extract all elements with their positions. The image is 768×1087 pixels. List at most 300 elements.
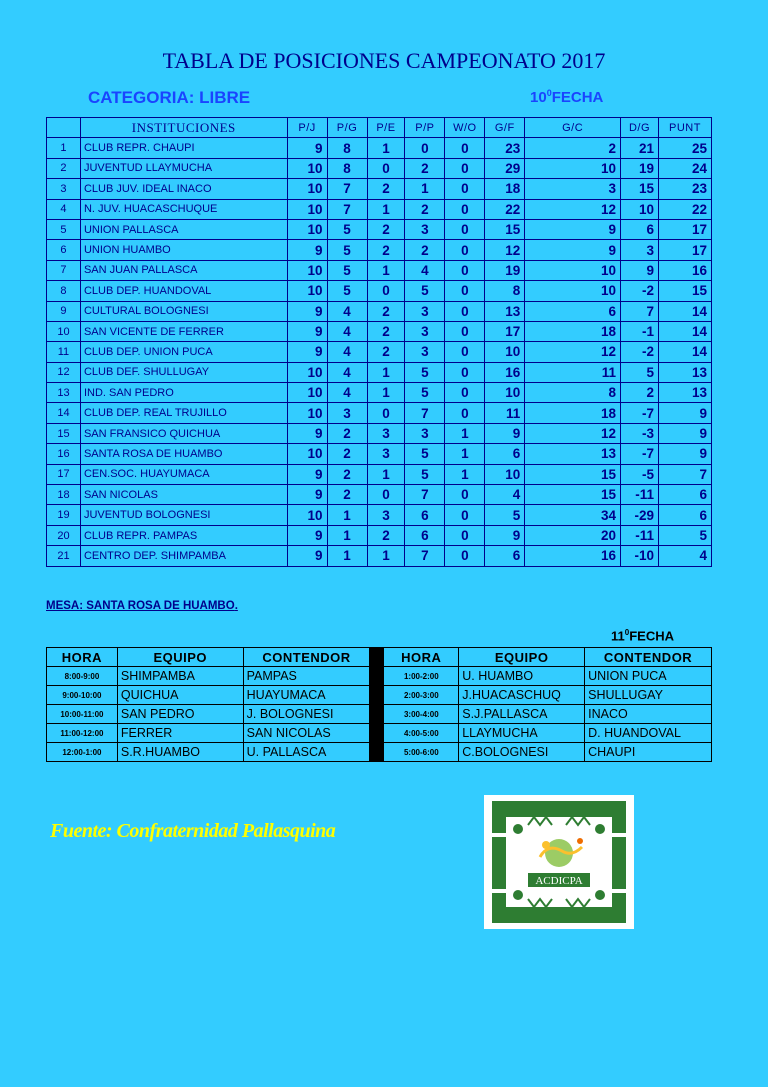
stat-cell: 10 — [287, 199, 327, 219]
stat-cell: 0 — [445, 546, 485, 566]
stat-cell: 6 — [405, 505, 445, 525]
standings-table — [46, 117, 712, 567]
team-name-cell: JUVENTUD LLAYMUCHA — [80, 158, 287, 178]
stat-cell: 10 — [287, 362, 327, 382]
stat-cell: 5 — [405, 362, 445, 382]
stat-cell: 9 — [525, 240, 621, 260]
stat-cell: 5 — [327, 240, 367, 260]
separator-cell — [370, 705, 384, 724]
position-cell: 18 — [47, 485, 81, 505]
stat-cell: 2 — [327, 464, 367, 484]
stat-cell: 2 — [367, 219, 405, 239]
stat-cell: 10 — [287, 444, 327, 464]
opponent-cell: D. HUANDOVAL — [585, 724, 712, 743]
schedule-row — [47, 743, 712, 762]
standings-header-cell: P/P — [405, 118, 445, 138]
stat-cell: 1 — [327, 546, 367, 566]
schedule-row — [47, 705, 712, 724]
stat-cell: 3 — [405, 423, 445, 443]
stat-cell: 2 — [367, 525, 405, 545]
team-name-cell: JUVENTUD BOLOGNESI — [80, 505, 287, 525]
table-row — [47, 403, 712, 423]
stat-cell: 3 — [621, 240, 659, 260]
position-cell: 7 — [47, 260, 81, 280]
stat-cell: 3 — [367, 444, 405, 464]
opponent-cell: UNION PUCA — [585, 667, 712, 686]
stat-cell: 21 — [621, 138, 659, 158]
separator-cell — [370, 686, 384, 705]
stat-cell: 0 — [445, 281, 485, 301]
stat-cell: 0 — [445, 321, 485, 341]
team-name-cell: CLUB DEF. SHULLUGAY — [80, 362, 287, 382]
stat-cell: 7 — [405, 403, 445, 423]
separator-cell — [370, 648, 384, 667]
position-cell: 5 — [47, 219, 81, 239]
stat-cell: 0 — [445, 362, 485, 382]
stat-cell: 10 — [287, 403, 327, 423]
stat-cell: 1 — [405, 179, 445, 199]
stat-cell: 2 — [525, 138, 621, 158]
stat-cell: 10 — [287, 281, 327, 301]
stat-cell: 13 — [659, 362, 712, 382]
stat-cell: 2 — [405, 199, 445, 219]
standings-header-cell: D/G — [621, 118, 659, 138]
stat-cell: 19 — [621, 158, 659, 178]
stat-cell: 9 — [287, 321, 327, 341]
stat-cell: 4 — [405, 260, 445, 280]
stat-cell: -1 — [621, 321, 659, 341]
stat-cell: 10 — [525, 281, 621, 301]
stat-cell: 0 — [445, 525, 485, 545]
stat-cell: 5 — [621, 362, 659, 382]
stat-cell: 18 — [525, 403, 621, 423]
team-cell: LLAYMUCHA — [459, 724, 585, 743]
position-cell: 17 — [47, 464, 81, 484]
stat-cell: 22 — [659, 199, 712, 219]
standings-header-cell — [47, 118, 81, 138]
table-row — [47, 485, 712, 505]
stat-cell: 2 — [405, 158, 445, 178]
stat-cell: 10 — [287, 260, 327, 280]
stat-cell: 1 — [367, 362, 405, 382]
stat-cell: 4 — [327, 301, 367, 321]
time-cell: 4:00-5:00 — [384, 724, 459, 743]
stat-cell: 1 — [367, 383, 405, 403]
stat-cell: 4 — [659, 546, 712, 566]
opponent-cell: HUAYUMACA — [243, 686, 370, 705]
stat-cell: 24 — [659, 158, 712, 178]
table-row — [47, 525, 712, 545]
stat-cell: 15 — [485, 219, 525, 239]
fecha-label: $10^0FECHA$ — [530, 88, 604, 106]
stat-cell: 12 — [525, 199, 621, 219]
table-row — [47, 260, 712, 280]
stat-cell: 9 — [287, 240, 327, 260]
time-cell: 11:00-12:00 — [47, 724, 118, 743]
stat-cell: 13 — [659, 383, 712, 403]
stat-cell: 6 — [485, 444, 525, 464]
stat-cell: 1 — [327, 505, 367, 525]
schedule-header-cell: CONTENDOR — [585, 648, 712, 667]
stat-cell: 0 — [445, 383, 485, 403]
stat-cell: 15 — [525, 485, 621, 505]
schedule-row — [47, 667, 712, 686]
team-name-cell: CLUB REPR. PAMPAS — [80, 525, 287, 545]
position-cell: 14 — [47, 403, 81, 423]
position-cell: 13 — [47, 383, 81, 403]
position-cell: 12 — [47, 362, 81, 382]
stat-cell: 2 — [405, 240, 445, 260]
stat-cell: 34 — [525, 505, 621, 525]
stat-cell: 18 — [525, 321, 621, 341]
stat-cell: 14 — [659, 301, 712, 321]
stat-cell: 14 — [659, 321, 712, 341]
position-cell: 9 — [47, 301, 81, 321]
stat-cell: 0 — [445, 342, 485, 362]
schedule-header-row — [47, 648, 712, 667]
stat-cell: 3 — [405, 219, 445, 239]
stat-cell: -11 — [621, 525, 659, 545]
stat-cell: 9 — [287, 138, 327, 158]
time-cell: 12:00-1:00 — [47, 743, 118, 762]
team-cell: C.BOLOGNESI — [459, 743, 585, 762]
stat-cell: 0 — [445, 158, 485, 178]
stat-cell: 18 — [485, 179, 525, 199]
team-name-cell: CEN.SOC. HUAYUMACA — [80, 464, 287, 484]
stat-cell: 10 — [525, 158, 621, 178]
standings-header-cell: W/O — [445, 118, 485, 138]
position-cell: 4 — [47, 199, 81, 219]
standings-header-cell: G/F — [485, 118, 525, 138]
table-row — [47, 158, 712, 178]
stat-cell: 3 — [405, 342, 445, 362]
stat-cell: 9 — [287, 525, 327, 545]
table-row — [47, 464, 712, 484]
stat-cell: 5 — [485, 505, 525, 525]
position-cell: 16 — [47, 444, 81, 464]
position-cell: 21 — [47, 546, 81, 566]
stat-cell: -5 — [621, 464, 659, 484]
position-cell: 2 — [47, 158, 81, 178]
stat-cell: 8 — [327, 138, 367, 158]
stat-cell: 10 — [287, 505, 327, 525]
stat-cell: 12 — [525, 423, 621, 443]
stat-cell: 7 — [327, 199, 367, 219]
time-cell: 2:00-3:00 — [384, 686, 459, 705]
position-cell: 20 — [47, 525, 81, 545]
stat-cell: 13 — [525, 444, 621, 464]
opponent-cell: U. PALLASCA — [243, 743, 370, 762]
stat-cell: 4 — [327, 362, 367, 382]
stat-cell: 6 — [525, 301, 621, 321]
stat-cell: 10 — [287, 158, 327, 178]
team-name-cell: CLUB REPR. CHAUPI — [80, 138, 287, 158]
stat-cell: 11 — [485, 403, 525, 423]
standings-header-cell: INSTITUCIONES — [80, 118, 287, 138]
stat-cell: 9 — [287, 485, 327, 505]
stat-cell: 1 — [367, 464, 405, 484]
team-name-cell: IND. SAN PEDRO — [80, 383, 287, 403]
team-cell: J.HUACASCHUQ — [459, 686, 585, 705]
stat-cell: 4 — [327, 321, 367, 341]
stat-cell: 0 — [445, 301, 485, 321]
acdicpa-logo — [484, 795, 634, 929]
stat-cell: 14 — [659, 342, 712, 362]
position-cell: 8 — [47, 281, 81, 301]
stat-cell: 17 — [659, 219, 712, 239]
stat-cell: 5 — [659, 525, 712, 545]
stat-cell: 3 — [405, 321, 445, 341]
stat-cell: 16 — [485, 362, 525, 382]
time-cell: 1:00-2:00 — [384, 667, 459, 686]
table-row — [47, 444, 712, 464]
position-cell: 3 — [47, 179, 81, 199]
stat-cell: 8 — [525, 383, 621, 403]
page-title: TABLA DE POSICIONES CAMPEONATO 2017 — [162, 48, 606, 73]
schedule-header-cell: CONTENDOR — [243, 648, 370, 667]
stat-cell: 7 — [659, 464, 712, 484]
team-cell: U. HUAMBO — [459, 667, 585, 686]
stat-cell: 5 — [405, 444, 445, 464]
time-cell: 10:00-11:00 — [47, 705, 118, 724]
team-name-cell: SAN JUAN PALLASCA — [80, 260, 287, 280]
schedule-header-cell: HORA — [384, 648, 459, 667]
stat-cell: 11 — [525, 362, 621, 382]
separator-cell — [370, 743, 384, 762]
time-cell: 5:00-6:00 — [384, 743, 459, 762]
stat-cell: 9 — [485, 525, 525, 545]
stat-cell: -11 — [621, 485, 659, 505]
stat-cell: 10 — [485, 383, 525, 403]
schedule-row — [47, 724, 712, 743]
stat-cell: 9 — [287, 342, 327, 362]
stat-cell: 0 — [367, 281, 405, 301]
stat-cell: 15 — [525, 464, 621, 484]
stat-cell: 6 — [659, 485, 712, 505]
position-cell: 15 — [47, 423, 81, 443]
table-row — [47, 219, 712, 239]
stat-cell: 0 — [445, 240, 485, 260]
team-cell: QUICHUA — [117, 686, 243, 705]
stat-cell: 9 — [659, 423, 712, 443]
stat-cell: -29 — [621, 505, 659, 525]
stat-cell: 10 — [621, 199, 659, 219]
stat-cell: 0 — [367, 403, 405, 423]
opponent-cell: SAN NICOLAS — [243, 724, 370, 743]
stat-cell: 5 — [405, 464, 445, 484]
standings-header-cell: P/E — [367, 118, 405, 138]
team-name-cell: N. JUV. HUACASCHUQUE — [80, 199, 287, 219]
stat-cell: 2 — [367, 179, 405, 199]
stat-cell: 9 — [287, 546, 327, 566]
stat-cell: 9 — [287, 423, 327, 443]
stat-cell: 9 — [659, 444, 712, 464]
stat-cell: 9 — [287, 464, 327, 484]
stat-cell: 13 — [485, 301, 525, 321]
stat-cell: 4 — [327, 383, 367, 403]
stat-cell: 5 — [327, 260, 367, 280]
team-cell: SAN PEDRO — [117, 705, 243, 724]
time-cell: 3:00-4:00 — [384, 705, 459, 724]
stat-cell: 0 — [445, 219, 485, 239]
stat-cell: 2 — [367, 321, 405, 341]
table-row — [47, 321, 712, 341]
stat-cell: 12 — [485, 240, 525, 260]
stat-cell: 20 — [525, 525, 621, 545]
opponent-cell: CHAUPI — [585, 743, 712, 762]
stat-cell: 7 — [327, 179, 367, 199]
position-cell: 11 — [47, 342, 81, 362]
stat-cell: 2 — [621, 383, 659, 403]
stat-cell: -2 — [621, 342, 659, 362]
time-cell: 9:00-10:00 — [47, 686, 118, 705]
stat-cell: 7 — [405, 546, 445, 566]
stat-cell: 10 — [485, 464, 525, 484]
stat-cell: 1 — [367, 138, 405, 158]
table-row — [47, 240, 712, 260]
opponent-cell: SHULLUGAY — [585, 686, 712, 705]
stat-cell: 15 — [659, 281, 712, 301]
stat-cell: 29 — [485, 158, 525, 178]
stat-cell: 23 — [659, 179, 712, 199]
team-name-cell: UNION HUAMBO — [80, 240, 287, 260]
stat-cell: 19 — [485, 260, 525, 280]
stat-cell: 17 — [485, 321, 525, 341]
schedule-header-cell: EQUIPO — [117, 648, 243, 667]
stat-cell: 1 — [327, 525, 367, 545]
team-name-cell: CULTURAL BOLOGNESI — [80, 301, 287, 321]
stat-cell: 2 — [367, 240, 405, 260]
stat-cell: 6 — [405, 525, 445, 545]
stat-cell: 16 — [525, 546, 621, 566]
mesa-label: MESA: SANTA ROSA DE HUAMBO. — [46, 600, 238, 612]
stat-cell: 1 — [367, 546, 405, 566]
position-cell: 10 — [47, 321, 81, 341]
position-cell: 19 — [47, 505, 81, 525]
table-row — [47, 362, 712, 382]
separator-cell — [370, 667, 384, 686]
category-label: CATEGORIA: LIBRE — [88, 88, 251, 107]
table-row — [47, 301, 712, 321]
stat-cell: 25 — [659, 138, 712, 158]
stat-cell: 0 — [445, 505, 485, 525]
team-name-cell: UNION PALLASCA — [80, 219, 287, 239]
table-row — [47, 423, 712, 443]
stat-cell: 5 — [405, 281, 445, 301]
stat-cell: 17 — [659, 240, 712, 260]
opponent-cell: INACO — [585, 705, 712, 724]
stat-cell: 5 — [327, 219, 367, 239]
source-label: Fuente: Confraternidad Pallasquina — [50, 820, 336, 842]
stat-cell: 2 — [327, 444, 367, 464]
table-row — [47, 505, 712, 525]
stat-cell: 22 — [485, 199, 525, 219]
stat-cell: 10 — [287, 219, 327, 239]
opponent-cell: PAMPAS — [243, 667, 370, 686]
stat-cell: 9 — [659, 403, 712, 423]
stat-cell: 0 — [445, 485, 485, 505]
stat-cell: -7 — [621, 444, 659, 464]
standings-header-cell: P/G — [327, 118, 367, 138]
stat-cell: 7 — [405, 485, 445, 505]
stat-cell: 6 — [485, 546, 525, 566]
stat-cell: 0 — [405, 138, 445, 158]
stat-cell: 9 — [621, 260, 659, 280]
table-row — [47, 546, 712, 566]
stat-cell: 10 — [287, 383, 327, 403]
stat-cell: -10 — [621, 546, 659, 566]
stat-cell: 0 — [445, 403, 485, 423]
stat-cell: 7 — [621, 301, 659, 321]
stat-cell: 1 — [367, 260, 405, 280]
stat-cell: 0 — [445, 199, 485, 219]
schedule-table — [46, 647, 712, 762]
stat-cell: 10 — [525, 260, 621, 280]
standings-header-cell: P/J — [287, 118, 327, 138]
stat-cell: 3 — [327, 403, 367, 423]
team-cell: FERRER — [117, 724, 243, 743]
table-row — [47, 383, 712, 403]
stat-cell: 8 — [485, 281, 525, 301]
team-cell: SHIMPAMBA — [117, 667, 243, 686]
table-row — [47, 342, 712, 362]
time-cell: 8:00-9:00 — [47, 667, 118, 686]
team-name-cell: SAN FRANSICO QUICHUA — [80, 423, 287, 443]
team-name-cell: CLUB DEP. HUANDOVAL — [80, 281, 287, 301]
stat-cell: 8 — [327, 158, 367, 178]
stat-cell: 2 — [367, 301, 405, 321]
stat-cell: 1 — [445, 444, 485, 464]
stat-cell: 0 — [367, 158, 405, 178]
stat-cell: 4 — [327, 342, 367, 362]
team-name-cell: SAN VICENTE DE FERRER — [80, 321, 287, 341]
svg-text:ACDICPA: ACDICPA — [535, 875, 583, 887]
opponent-cell: J. BOLOGNESI — [243, 705, 370, 724]
table-row — [47, 179, 712, 199]
team-name-cell: CLUB DEP. UNION PUCA — [80, 342, 287, 362]
stat-cell: 15 — [621, 179, 659, 199]
team-name-cell: CLUB DEP. REAL TRUJILLO — [80, 403, 287, 423]
stat-cell: 10 — [485, 342, 525, 362]
stat-cell: 1 — [445, 423, 485, 443]
standings-header-cell: G/C — [525, 118, 621, 138]
stat-cell: 0 — [367, 485, 405, 505]
stat-cell: 2 — [327, 423, 367, 443]
stat-cell: 4 — [485, 485, 525, 505]
fecha-11-label: $11^0FECHA$ — [611, 628, 674, 644]
stat-cell: 0 — [445, 260, 485, 280]
stat-cell: 9 — [525, 219, 621, 239]
stat-cell: 1 — [445, 464, 485, 484]
stat-cell: 6 — [621, 219, 659, 239]
table-row — [47, 199, 712, 219]
team-cell: S.J.PALLASCA — [459, 705, 585, 724]
position-cell: 6 — [47, 240, 81, 260]
stat-cell: 9 — [287, 301, 327, 321]
stat-cell: 3 — [367, 423, 405, 443]
position-cell: 1 — [47, 138, 81, 158]
team-name-cell: SANTA ROSA DE HUAMBO — [80, 444, 287, 464]
stat-cell: -3 — [621, 423, 659, 443]
standings-header-cell: PUNT — [659, 118, 712, 138]
team-name-cell: CLUB JUV. IDEAL INACO — [80, 179, 287, 199]
stat-cell: 3 — [367, 505, 405, 525]
stat-cell: 0 — [445, 179, 485, 199]
stat-cell: 2 — [367, 342, 405, 362]
table-row — [47, 138, 712, 158]
standings-header-row — [47, 118, 712, 138]
separator-cell — [370, 724, 384, 743]
